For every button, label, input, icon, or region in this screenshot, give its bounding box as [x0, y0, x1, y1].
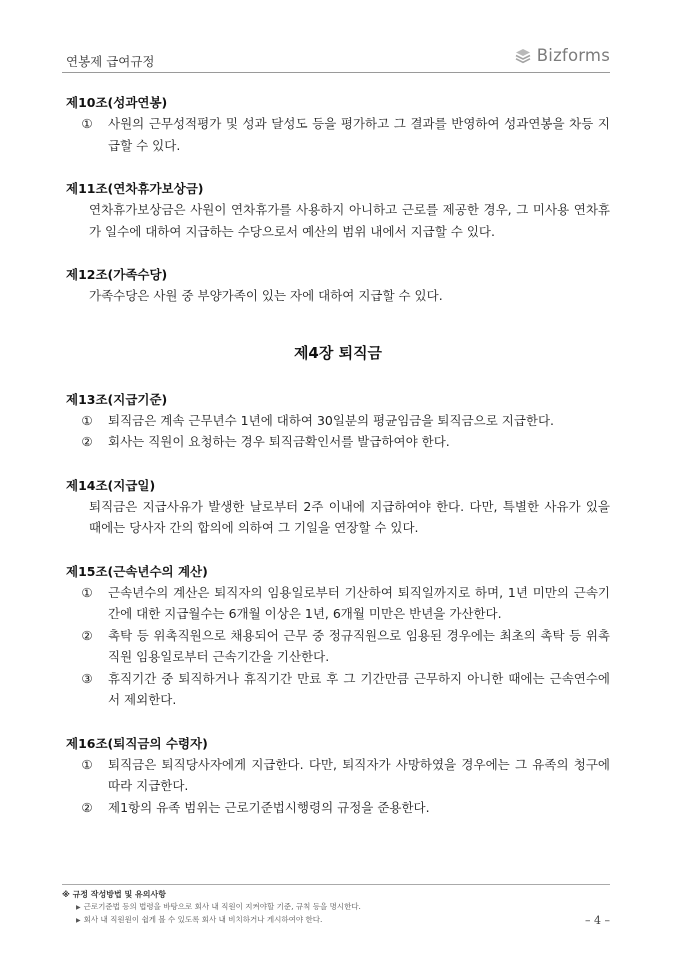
chapter-heading: 제4장 퇴직금	[293, 343, 383, 362]
item-text: 퇴직금은 퇴직당사자에게 지급한다. 다만, 퇴직자가 사망하였을 경우에는 그 유족의 청구에 따라 지급한다.	[108, 756, 610, 793]
item-text: 제1항의 유족 범위는 근로기준법시행령의 규정을 준용한다.	[108, 799, 430, 815]
triangle-bullet-icon: ▶	[76, 916, 81, 924]
list-item	[66, 410, 610, 432]
stacked-layers-icon	[514, 47, 532, 65]
article-title: 제11조(연차휴가보상금)	[66, 181, 204, 196]
article-10	[66, 92, 610, 156]
article-title: 제10조(성과연봉)	[66, 95, 168, 110]
footer-title: ※ 규정 작성방법 및 유의사항	[62, 890, 166, 899]
document-title: 연봉제 급여규정	[66, 54, 155, 69]
article-title: 제14조(지급일)	[66, 477, 156, 493]
list-item	[66, 754, 610, 797]
list-item	[66, 113, 610, 156]
logo-text: Bizforms	[536, 46, 610, 65]
bizforms-logo	[514, 46, 610, 65]
article-title: 제12조(가족수당)	[66, 267, 168, 282]
document-body	[66, 92, 610, 840]
footer-note-text: 근로기준법 등의 법령을 바탕으로 회사 내 직원이 지켜야할 기준, 규칙 등을 명시한다.	[83, 902, 361, 911]
item-number: ②	[81, 799, 93, 815]
item-text: 회사는 직원이 요청하는 경우 퇴직금확인서를 발급하여야 한다.	[108, 434, 450, 449]
article-paragraph: 가족수당은 사원 중 부양가족이 있는 자에 대하여 지급할 수 있다.	[89, 288, 443, 303]
article-16	[66, 733, 610, 819]
page-footer	[62, 884, 610, 926]
item-number: ②	[81, 627, 93, 643]
footer-note	[62, 914, 610, 927]
article-paragraph: 연차휴가보상금은 사원이 연차휴가를 사용하지 아니하고 근로를 제공한 경우, 그 미사용 연차휴가 일수에 대하여 지급하는 수당으로서 예산의 범위 내에서 지급할 수 있다.	[89, 202, 610, 239]
item-number: ①	[81, 116, 93, 131]
article-title: 제15조(근속년수의 계산)	[66, 563, 208, 579]
footer-note	[62, 901, 610, 914]
list-item	[66, 668, 610, 711]
item-text: 퇴직금은 계속 근무년수 1년에 대하여 30일분의 평균임금을 퇴직금으로 지급한다.	[108, 412, 555, 428]
article-title: 제13조(지급기준)	[66, 391, 168, 407]
item-number: ①	[81, 584, 93, 600]
list-item	[66, 582, 610, 625]
footer-note-text: 회사 내 직원원이 쉽게 볼 수 있도록 회사 내 비치하거나 게시하여야 한다.	[83, 914, 323, 924]
article-title: 제16조(퇴직금의 수령자)	[66, 735, 208, 751]
item-number: ①	[81, 756, 93, 772]
article-15	[66, 561, 610, 711]
list-item	[66, 431, 610, 453]
article-12	[66, 264, 610, 307]
item-text: 휴직기간 중 퇴직하거나 휴직기간 만료 후 그 기간만큼 근무하지 아니한 때에는 근속연수에서 제외한다.	[108, 670, 610, 707]
item-text: 근속년수의 계산은 퇴직자의 임용일로부터 기산하여 퇴직일까지로 하며, 1년 미만의 근속기간에 대한 지급월수는 6개월 이상은 1년, 6개월 미만은 반년을 가산한다.	[108, 584, 610, 621]
item-number: ③	[81, 670, 93, 686]
triangle-bullet-icon: ▶	[76, 904, 81, 911]
page-header	[62, 44, 610, 73]
item-number: ②	[81, 434, 93, 449]
article-13	[66, 389, 610, 453]
list-item	[66, 797, 610, 819]
list-item	[66, 625, 610, 668]
article-14	[66, 475, 610, 539]
page-number: – 4 –	[585, 914, 610, 927]
article-paragraph: 퇴직금은 지급사유가 발생한 날로부터 2주 이내에 지급하여야 한다. 다만, 특별한 사유가 있을 때에는 당사자 간의 합의에 의하여 그 기일을 연장할 수 있다.	[89, 498, 610, 535]
item-text: 사원의 근무성적평가 및 성과 달성도 등을 평가하고 그 결과를 반영하여 성과연봉을 차등 지급할 수 있다.	[108, 116, 610, 153]
item-text: 촉탁 등 위촉직원으로 채용되어 근무 중 정규직원으로 임용된 경우에는 최초의 촉탁 등 위촉직원 임용일로부터 근속기간을 기산한다.	[108, 627, 610, 664]
item-number: ①	[81, 412, 93, 428]
article-11	[66, 178, 610, 242]
